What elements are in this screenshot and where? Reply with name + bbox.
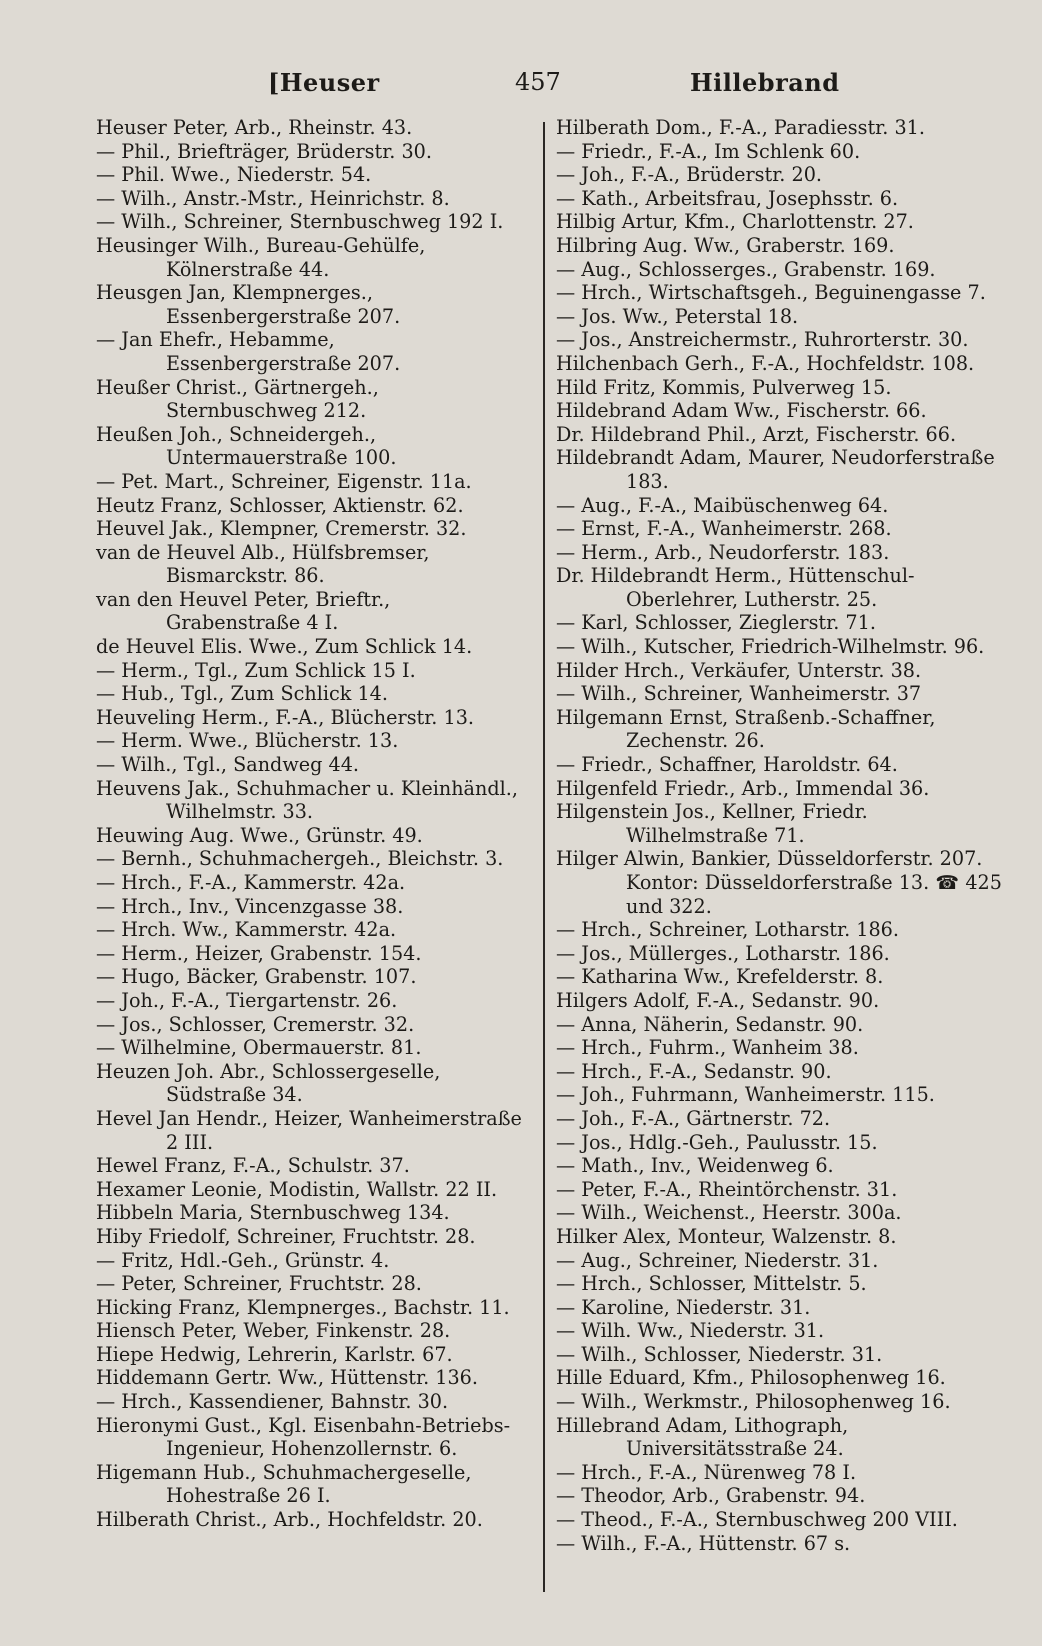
- directory-entry: Hilberath Christ., Arb., Hochfeldstr. 20.: [96, 1508, 483, 1532]
- directory-entry: — Phil., Briefträger, Brüderstr. 30.: [96, 139, 432, 163]
- directory-entry: Hille Eduard, Kfm., Philosophenweg 16.: [556, 1366, 946, 1390]
- directory-entry: — Hrch., Wirtschaftsgeh., Beguinengasse 7.: [556, 281, 986, 305]
- directory-entry: — Friedr., F.-A., Im Schlenk 60.: [556, 139, 861, 163]
- directory-entry: Dr. Hildebrandt Herm., Hüttenschul-Oberlehrer, Lutherstr. 25.: [556, 564, 915, 611]
- directory-entry: — Jos., Hdlg.-Geh., Paulusstr. 15.: [556, 1130, 878, 1154]
- directory-entry: — Bernh., Schuhmachergeh., Bleichstr. 3.: [96, 847, 504, 871]
- directory-entry: Hilberath Dom., F.-A., Paradiesstr. 31.: [556, 116, 925, 139]
- directory-entry: — Wilh., Schlosser, Niederstr. 31.: [556, 1342, 883, 1366]
- directory-entry: — Herm., Heizer, Grabenstr. 154.: [96, 941, 422, 965]
- directory-entry: — Wilh., F.-A., Hüttenstr. 67 s.: [556, 1531, 851, 1555]
- directory-entry: — Karoline, Niederstr. 31.: [556, 1295, 811, 1319]
- directory-entry: Hilgemann Ernst, Straßenb.-Schaffner, Zechenstr. 26.: [556, 705, 936, 753]
- directory-entry: Hewel Franz, F.-A., Schulstr. 37.: [96, 1154, 410, 1178]
- directory-entry: Hildebrandt Adam, Maurer, Neudorferstraße 183.: [556, 446, 995, 493]
- directory-entry: Hild Fritz, Kommis, Pulverweg 15.: [556, 375, 892, 399]
- directory-entry: Heußer Christ., Gärtnergeh., Sternbuschweg 212.: [96, 375, 379, 423]
- directory-entry: Hibbeln Maria, Sternbuschweg 134.: [96, 1201, 450, 1225]
- directory-entry: Heußen Joh., Schneidergeh., Untermauerstraße 100.: [96, 422, 397, 470]
- directory-entry: — Hrch., F.-A., Kammerstr. 42a.: [96, 871, 406, 894]
- directory-entry: — Herm. Wwe., Blücherstr. 13.: [96, 729, 399, 753]
- directory-entry: Heuwing Aug. Wwe., Grünstr. 49.: [96, 823, 423, 847]
- directory-entry: Hiensch Peter, Weber, Finkenstr. 28.: [96, 1319, 451, 1343]
- directory-entry: — Herm., Arb., Neudorferstr. 183.: [556, 540, 890, 564]
- directory-entry: — Joh., F.-A., Tiergartenstr. 26.: [96, 988, 398, 1012]
- directory-entry: van den Heuvel Peter, Brieftr., Grabenstraße 4 I.: [96, 587, 391, 635]
- directory-entry: — Hrch., Schlosser, Mittelstr. 5.: [556, 1272, 867, 1296]
- directory-entry: Hilchenbach Gerh., F.-A., Hochfeldstr. 108.: [556, 351, 975, 375]
- directory-entry: — Theodor, Arb., Grabenstr. 94.: [556, 1484, 866, 1508]
- directory-entry: de Heuvel Elis. Wwe., Zum Schlick 14.: [96, 635, 473, 659]
- directory-entry: — Hrch., F.-A., Nürenweg 78 I.: [556, 1460, 857, 1484]
- directory-entry: — Hrch., Kassendiener, Bahnstr. 30.: [96, 1390, 449, 1414]
- directory-entry: Hillebrand Adam, Lithograph, Universitätsstraße 24.: [556, 1413, 849, 1461]
- directory-entry: — Wilh. Ww., Niederstr. 31.: [556, 1319, 825, 1343]
- directory-entry: Higemann Hub., Schuhmachergeselle, Hohestraße 26 I.: [96, 1460, 472, 1508]
- directory-entry: — Karl, Schlosser, Zieglerstr. 71.: [556, 611, 876, 635]
- directory-entry: Heuvel Jak., Klempner, Cremerstr. 32.: [96, 517, 467, 541]
- directory-entry: — Wilhelmine, Obermauerstr. 81.: [96, 1036, 422, 1060]
- page-header: [80, 62, 1002, 102]
- directory-entry: — Wilh., Anstr.-Mstr., Heinrichstr. 8.: [96, 186, 450, 210]
- directory-entry: — Wilh., Weichenst., Heerstr. 300a.: [556, 1201, 902, 1225]
- directory-entry: Hilgenstein Jos., Kellner, Friedr. Wilhelmstraße 71.: [556, 800, 868, 847]
- directory-entry: — Phil. Wwe., Niederstr. 54.: [96, 163, 372, 187]
- directory-entry: — Wilh., Kutscher, Friedrich-Wilhelmstr. 96.: [556, 635, 985, 659]
- directory-entry: Heusinger Wilh., Bureau-Gehülfe, Kölnerstraße 44.: [96, 233, 426, 281]
- directory-entry: — Hrch., Fuhrm., Wanheim 38.: [556, 1036, 859, 1060]
- directory-entry: — Joh., Fuhrmann, Wanheimerstr. 115.: [556, 1083, 935, 1107]
- directory-entry: — Aug., Schreiner, Niederstr. 31.: [556, 1248, 879, 1272]
- directory-entry: — Aug., Schlosserges., Grabenstr. 169.: [556, 257, 936, 281]
- directory-entry: — Theod., F.-A., Sternbuschweg 200 VIII.: [556, 1508, 958, 1532]
- directory-entry: Hicking Franz, Klempnerges., Bachstr. 11.: [96, 1295, 510, 1319]
- directory-entry: — Jos., Anstreichermstr., Ruhrorterstr. 30.: [556, 328, 969, 352]
- directory-entry: — Ernst, F.-A., Wanheimerstr. 268.: [556, 517, 892, 541]
- directory-entry: Hilbig Artur, Kfm., Charlottenstr. 27.: [556, 210, 914, 234]
- directory-entry: Hilgers Adolf, F.-A., Sedanstr. 90.: [556, 988, 880, 1012]
- directory-entry: — Jos., Schlosser, Cremerstr. 32.: [96, 1012, 415, 1036]
- directory-entry: — Anna, Näherin, Sedanstr. 90.: [556, 1012, 864, 1036]
- directory-entry: Hilger Alwin, Bankier, Düsseldorferstr. 207. Kontor: Düsseldorferstraße 13. ☎ 425 und 322.: [556, 847, 1002, 918]
- directory-entry: Hieronymi Gust., Kgl. Eisenbahn-Betriebs-Ingenieur, Hohenzollernstr. 6.: [96, 1413, 511, 1461]
- directory-entry: Heuvens Jak., Schuhmacher u. Kleinhändl., Wilhelmstr. 33.: [96, 776, 518, 824]
- directory-entry: — Friedr., Schaffner, Haroldstr. 64.: [556, 753, 898, 777]
- directory-entry: — Fritz, Hdl.-Geh., Grünstr. 4.: [96, 1248, 390, 1272]
- directory-entry: Hildebrand Adam Ww., Fischerstr. 66.: [556, 399, 927, 423]
- left-column: [96, 116, 526, 1532]
- directory-entry: Hiby Friedolf, Schreiner, Fruchtstr. 28.: [96, 1224, 476, 1248]
- directory-entry: Heuveling Herm., F.-A., Blücherstr. 13.: [96, 705, 475, 729]
- directory-entry: — Kath., Arbeitsfrau, Josephsstr. 6.: [556, 186, 899, 210]
- directory-entry: Hiepe Hedwig, Lehrerin, Karlstr. 67.: [96, 1342, 453, 1366]
- directory-entry: Heusgen Jan, Klempnerges., Essenbergerstraße 207.: [96, 281, 401, 328]
- directory-entry: van de Heuvel Alb., Hülfsbremser, Bismarckstr. 86.: [96, 540, 430, 588]
- directory-entry: — Wilh., Werkmstr., Philosophenweg 16.: [556, 1390, 951, 1414]
- page-number: 457: [515, 68, 561, 96]
- directory-entry: — Hrch., Inv., Vincenzgasse 38.: [96, 894, 404, 918]
- directory-entry: — Aug., F.-A., Maibüschenweg 64.: [556, 493, 889, 517]
- directory-entry: — Wilh., Schreiner, Sternbuschweg 192 I.: [96, 210, 504, 234]
- directory-entry: Hiddemann Gertr. Ww., Hüttenstr. 136.: [96, 1366, 478, 1390]
- directory-entry: — Peter, F.-A., Rheintörchenstr. 31.: [556, 1177, 898, 1201]
- directory-entry: — Pet. Mart., Schreiner, Eigenstr. 11a.: [96, 469, 472, 493]
- directory-entry: — Joh., F.-A., Brüderstr. 20.: [556, 163, 823, 187]
- directory-entry: Hilker Alex, Monteur, Walzenstr. 8.: [556, 1224, 897, 1248]
- directory-entry: Hevel Jan Hendr., Heizer, Wanheimerstraße 2 III.: [96, 1106, 522, 1154]
- directory-entry: Heuzen Joh. Abr., Schlossergeselle, Südstraße 34.: [96, 1059, 441, 1107]
- right-column: [556, 116, 1002, 1555]
- directory-entry: Hilbring Aug. Ww., Graberstr. 169.: [556, 233, 895, 257]
- directory-entry: Dr. Hildebrand Phil., Arzt, Fischerstr. 66.: [556, 422, 957, 446]
- directory-entry: Heuser Peter, Arb., Rheinstr. 43.: [96, 116, 413, 139]
- directory-entry: — Wilh., Tgl., Sandweg 44.: [96, 753, 360, 777]
- directory-entry: — Jos., Müllerges., Lotharstr. 186.: [556, 941, 890, 965]
- directory-entry: — Hub., Tgl., Zum Schlick 14.: [96, 682, 388, 706]
- directory-entry: — Hrch., F.-A., Sedanstr. 90.: [556, 1059, 832, 1083]
- directory-entry: — Herm., Tgl., Zum Schlick 15 I.: [96, 658, 416, 682]
- directory-entry: — Katharina Ww., Krefelderstr. 8.: [556, 965, 884, 989]
- directory-entry: Hilder Hrch., Verkäufer, Unterstr. 38.: [556, 658, 922, 682]
- directory-entry: — Hrch. Ww., Kammerstr. 42a.: [96, 918, 397, 942]
- column-divider: [543, 122, 545, 1592]
- directory-entry: — Jan Ehefr., Hebamme, Essenbergerstraße 207.: [96, 328, 401, 375]
- directory-entry: — Math., Inv., Weidenweg 6.: [556, 1154, 834, 1178]
- directory-entry: — Wilh., Schreiner, Wanheimerstr. 37: [556, 682, 922, 706]
- header-last-name: Hillebrand: [690, 68, 840, 97]
- directory-entry: — Jos. Ww., Peterstal 18.: [556, 304, 799, 328]
- directory-entry: — Peter, Schreiner, Fruchtstr. 28.: [96, 1272, 422, 1296]
- directory-entry: — Hrch., Schreiner, Lotharstr. 186.: [556, 918, 899, 942]
- header-first-name: [Heuser: [268, 68, 380, 97]
- directory-entry: Hexamer Leonie, Modistin, Wallstr. 22 II.: [96, 1177, 498, 1201]
- directory-entry: — Hugo, Bäcker, Grabenstr. 107.: [96, 965, 417, 989]
- directory-entry: Hilgenfeld Friedr., Arb., Immendal 36.: [556, 776, 930, 800]
- directory-entry: — Joh., F.-A., Gärtnerstr. 72.: [556, 1106, 831, 1130]
- directory-entry: Heutz Franz, Schlosser, Aktienstr. 62.: [96, 493, 464, 517]
